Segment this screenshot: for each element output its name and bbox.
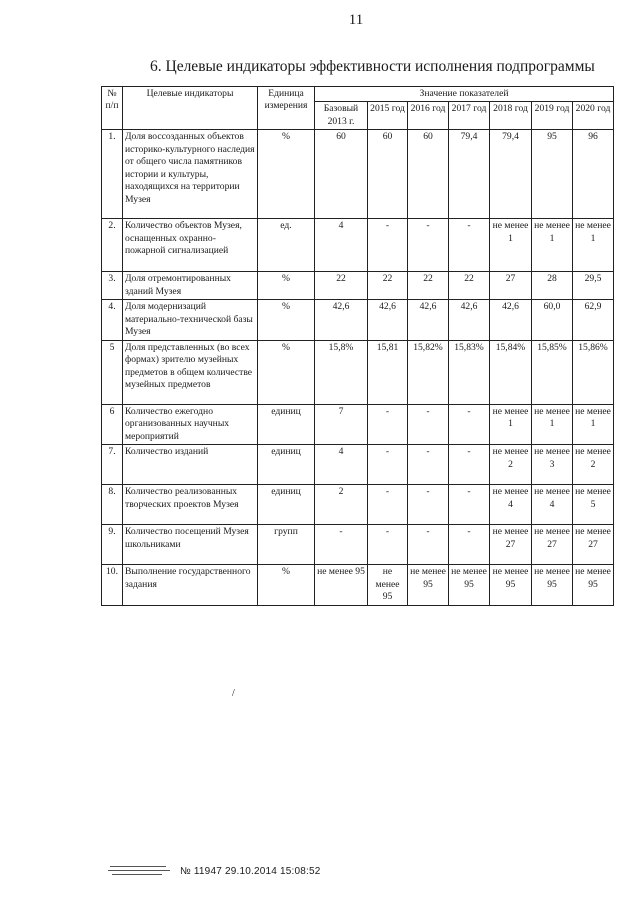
table-row — [102, 219, 614, 272]
value-base: не менее 95 — [315, 565, 368, 605]
value-2017: - — [449, 404, 490, 444]
value-2019: не менее 27 — [532, 525, 573, 565]
value-2016: - — [408, 219, 449, 272]
header-unit: Единица измерения — [258, 87, 315, 130]
value-base: 15,8% — [315, 340, 368, 404]
value-2016: 15,82% — [408, 340, 449, 404]
value-2019: 15,85% — [532, 340, 573, 404]
value-2015: 15,81 — [368, 340, 408, 404]
value-base: 42,6 — [315, 300, 368, 340]
row-number: 7. — [102, 445, 123, 485]
value-2015: 60 — [368, 130, 408, 219]
value-base: - — [315, 525, 368, 565]
value-2017: 79,4 — [449, 130, 490, 219]
value-2015: - — [368, 525, 408, 565]
row-number: 6 — [102, 404, 123, 444]
indicator-unit: % — [258, 272, 315, 300]
value-2019: не менее 4 — [532, 485, 573, 525]
value-2016: - — [408, 525, 449, 565]
value-2017: - — [449, 445, 490, 485]
indicator-unit: единиц — [258, 485, 315, 525]
value-2015: - — [368, 485, 408, 525]
header-2020: 2020 год — [573, 102, 614, 130]
value-2016: не менее 95 — [408, 565, 449, 605]
indicator-unit: единиц — [258, 445, 315, 485]
table-row — [102, 445, 614, 485]
value-2016: 22 — [408, 272, 449, 300]
indicator-name: Количество изданий — [123, 445, 258, 485]
row-number: 10. — [102, 565, 123, 605]
value-2019: не менее 1 — [532, 404, 573, 444]
value-2016: - — [408, 445, 449, 485]
value-base: 22 — [315, 272, 368, 300]
value-2020: не менее 27 — [573, 525, 614, 565]
indicator-name: Количество ежегодно организованных научных мероприятий — [123, 404, 258, 444]
value-2015: 22 — [368, 272, 408, 300]
value-2019: не менее 95 — [532, 565, 573, 605]
indicator-name: Количество посещений Музея школьниками — [123, 525, 258, 565]
row-number: 9. — [102, 525, 123, 565]
page-number: 11 — [348, 12, 364, 28]
value-2018: не менее 95 — [490, 565, 532, 605]
row-number: 1. — [102, 130, 123, 219]
value-2018: не менее 1 — [490, 404, 532, 444]
value-2017: - — [449, 525, 490, 565]
table-row — [102, 404, 614, 444]
value-2020: 15,86% — [573, 340, 614, 404]
value-2017: 15,83% — [449, 340, 490, 404]
header-base: Базовый 2013 г. — [315, 102, 368, 130]
value-base: 7 — [315, 404, 368, 444]
header-2015: 2015 год — [368, 102, 408, 130]
table-row — [102, 272, 614, 300]
indicator-name: Количество реализованных творческих проектов Музея — [123, 485, 258, 525]
value-base: 2 — [315, 485, 368, 525]
value-2016: - — [408, 485, 449, 525]
indicator-name: Количество объектов Музея, оснащенных охранно-пожарной сигнализацией — [123, 219, 258, 272]
value-2015: не менее 95 — [368, 565, 408, 605]
value-2020: не менее 95 — [573, 565, 614, 605]
header-indicator: Целевые индикаторы — [123, 87, 258, 130]
table-row — [102, 300, 614, 340]
header-values-group: Значение показателей — [315, 87, 614, 102]
value-2020: не менее 5 — [573, 485, 614, 525]
value-2017: 42,6 — [449, 300, 490, 340]
value-2018: не менее 27 — [490, 525, 532, 565]
indicator-name: Доля отремонтированных зданий Музея — [123, 272, 258, 300]
value-2018: не менее 1 — [490, 219, 532, 272]
indicator-unit: единиц — [258, 404, 315, 444]
value-2019: не менее 3 — [532, 445, 573, 485]
registration-stamp-text: № 11947 29.10.2014 15:08:52 — [180, 865, 321, 877]
value-2020: 96 — [573, 130, 614, 219]
value-2016: - — [408, 404, 449, 444]
row-number: 3. — [102, 272, 123, 300]
row-number: 2. — [102, 219, 123, 272]
table-row — [102, 525, 614, 565]
document-stamp-icon — [108, 864, 174, 878]
table-row — [102, 340, 614, 404]
indicator-unit: % — [258, 340, 315, 404]
value-2016: 42,6 — [408, 300, 449, 340]
table-row — [102, 485, 614, 525]
indicators-table — [101, 86, 614, 606]
value-2019: 95 — [532, 130, 573, 219]
value-base: 4 — [315, 219, 368, 272]
table-row — [102, 130, 614, 219]
document-footer — [108, 864, 321, 878]
value-2017: 22 — [449, 272, 490, 300]
header-2016: 2016 год — [408, 102, 449, 130]
row-number: 4. — [102, 300, 123, 340]
header-num: № п/п — [102, 87, 123, 130]
header-2018: 2018 год — [490, 102, 532, 130]
value-2015: 42,6 — [368, 300, 408, 340]
value-2015: - — [368, 404, 408, 444]
value-2017: - — [449, 485, 490, 525]
indicator-unit: ед. — [258, 219, 315, 272]
indicator-name: Доля представленных (во всех формах) зрителю музейных предметов в общем количестве музейных предметов — [123, 340, 258, 404]
row-number: 8. — [102, 485, 123, 525]
value-2018: 15,84% — [490, 340, 532, 404]
table-row — [102, 565, 614, 605]
value-2020: 62,9 — [573, 300, 614, 340]
value-2015: - — [368, 219, 408, 272]
value-2020: не менее 1 — [573, 219, 614, 272]
header-2017: 2017 год — [449, 102, 490, 130]
value-2017: - — [449, 219, 490, 272]
value-2019: 60,0 — [532, 300, 573, 340]
value-2020: 29,5 — [573, 272, 614, 300]
indicator-name: Доля модернизаций материально-технической базы Музея — [123, 300, 258, 340]
value-2020: не менее 1 — [573, 404, 614, 444]
value-2019: 28 — [532, 272, 573, 300]
value-2019: не менее 1 — [532, 219, 573, 272]
value-base: 4 — [315, 445, 368, 485]
value-2016: 60 — [408, 130, 449, 219]
row-number: 5 — [102, 340, 123, 404]
value-2018: не менее 2 — [490, 445, 532, 485]
value-2018: 42,6 — [490, 300, 532, 340]
value-2015: - — [368, 445, 408, 485]
indicator-name: Выполнение государственного задания — [123, 565, 258, 605]
indicator-name: Доля воссозданных объектов историко-культурного наследия от общего числа памятников истории и культуры, находящихся на территории Музея — [123, 130, 258, 219]
indicator-unit: групп — [258, 525, 315, 565]
value-2020: не менее 2 — [573, 445, 614, 485]
indicator-unit: % — [258, 565, 315, 605]
value-2018: 79,4 — [490, 130, 532, 219]
value-base: 60 — [315, 130, 368, 219]
value-2018: 27 — [490, 272, 532, 300]
value-2017: не менее 95 — [449, 565, 490, 605]
header-2019: 2019 год — [532, 102, 573, 130]
stray-pen-mark: / — [232, 688, 235, 699]
value-2018: не менее 4 — [490, 485, 532, 525]
indicator-unit: % — [258, 300, 315, 340]
indicator-unit: % — [258, 130, 315, 219]
section-title: 6. Целевые индикаторы эффективности исполнения подпрограммы — [150, 58, 595, 75]
